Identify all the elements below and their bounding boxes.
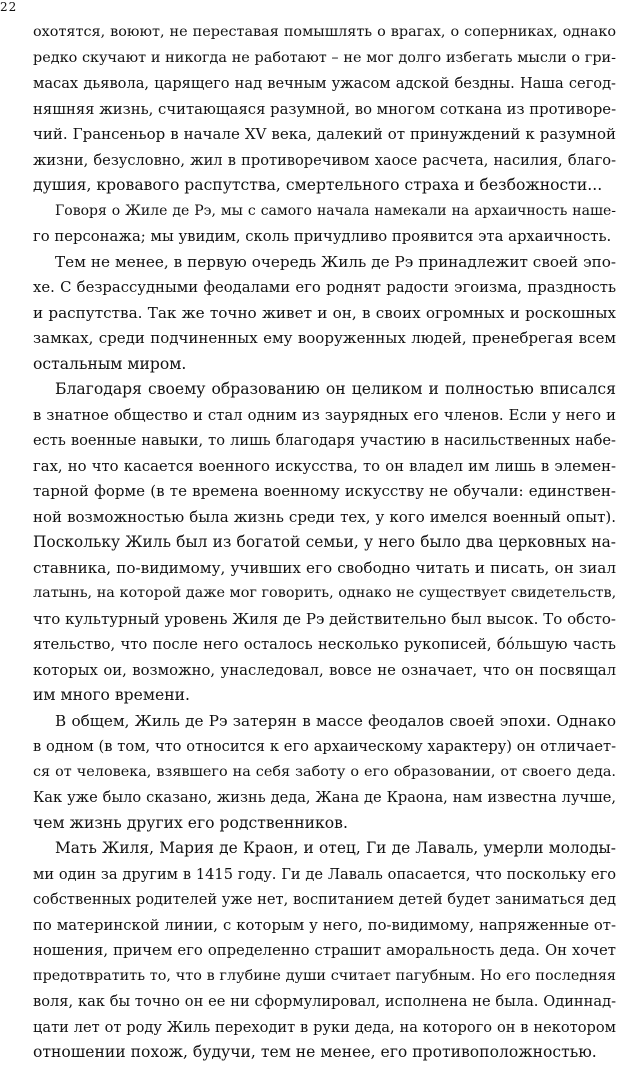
text-line: Мать Жиля, Мария де Краон, и отец, Ги де Лаваль, умерли молоды- — [55, 839, 616, 857]
text-line: ятельство, что после него осталось несколько рукописей, бóльшую часть — [33, 636, 616, 653]
text-line: душия, кровавого распутства, смертельного страха и безбожности... — [33, 176, 603, 194]
paragraph — [33, 20, 616, 199]
text-line: предотвратить то, что в глубине души считает пагубным. Но его последняя — [33, 967, 616, 984]
text-line: в знатное общество и стал одним из заурядных его членов. Если у него и — [33, 406, 616, 424]
text-line: охотятся, воюют, не переставая помышлять о врагах, о соперниках, однако — [33, 24, 616, 40]
text-line: латынь, на которой даже мог говорить, однако не существует свидетельств, — [33, 585, 616, 601]
text-line: есть военные навыки, то лишь благодаря участию в насильственных набе- — [33, 432, 616, 449]
text-line: редко скучают и никогда не работают – не мог долго избегать мысли о гри- — [33, 49, 616, 66]
text-line: отношении похож, будучи, тем не менее, его противоположностью. — [33, 1043, 597, 1061]
text-line: чем жизнь других его родственников. — [33, 813, 348, 832]
text-line: масах дьявола, царящего над вечным ужасом адской бездны. Наша сегод- — [33, 75, 616, 92]
text-line: В общем, Жиль де Рэ затерян в массе феодалов своей эпохи. Однако — [55, 711, 616, 730]
text-line: го персонажа; мы увидим, сколь причудливо проявится эта архаичность. — [33, 228, 612, 245]
text-line: жизни, безусловно, жил в противоречивом хаосе расчета, насилия, благо- — [33, 151, 616, 169]
text-line: цати лет от роду Жиль переходит в руки деда, на которого он в некотором — [33, 1018, 616, 1036]
paragraph — [33, 377, 616, 709]
paragraph — [33, 250, 616, 378]
text-line: собственных родителей уже нет, воспитанием детей будет заниматься дед — [33, 891, 616, 908]
text-line: замках, среди подчиненных ему вооруженных людей, пренебрегая всем — [33, 329, 616, 347]
text-line: ной возможностью была жизнь среди тех, у кого имелся военный опыт). — [33, 507, 616, 526]
text-line: и распутства. Так же точно живет и он, в своих огромных и роскошных — [33, 303, 616, 322]
text-line: в одном (в том, что относится к его архаическому характеру) он отличает- — [33, 738, 616, 755]
text-line: что культурный уровень Жиля де Рэ действительно был высок. То обсто- — [33, 609, 616, 628]
text-line: воля, как бы точно он ее ни сформулировал, исполнена не была. Одиннад- — [33, 993, 616, 1010]
text-line: ся от человека, взявшего на себя заботу о его образовании, от своего деда. — [33, 763, 616, 780]
text-line: Как уже было сказано, жизнь деда, Жана де Краона, нам известна лучше, — [33, 789, 616, 806]
text-line: Говоря о Жиле де Рэ, мы с самого начала намекали на архаичность наше- — [55, 202, 616, 219]
text-line: ми один за другим в 1415 году. Ги де Лаваль опасается, что поскольку его — [33, 865, 616, 883]
page-body — [33, 20, 616, 1066]
paragraph — [33, 199, 616, 250]
text-line: которых ои, возможно, унаследовал, вовсе не означает, что он посвящал — [33, 661, 616, 679]
text-line: тарной форме (в те времена военному искусству не обучали: единствен- — [33, 482, 616, 500]
text-line: по материнской линии, с которым у него, по-видимому, напряженные от- — [33, 916, 616, 934]
paragraph — [33, 709, 616, 837]
text-line: им много времени. — [33, 686, 190, 704]
paragraph — [33, 836, 616, 1066]
text-line: Тем не менее, в первую очередь Жиль де Рэ принадлежит своей эпо- — [55, 252, 616, 271]
text-line: ставника, по-видимому, учивших его свободно читать и писать, он зиал — [33, 558, 616, 577]
text-line: остальным миром. — [33, 354, 187, 373]
text-line: чий. Грансеньор в начале XV века, далекий от принуждений к разумной — [33, 125, 616, 143]
text-line: хе. С безрассудными феодалами его роднят радости эгоизма, праздность — [33, 279, 616, 296]
text-line: Благодаря своему образованию он целиком и полностью вписался — [55, 380, 616, 398]
page-number: 22 — [0, 0, 18, 14]
text-line: Поскольку Жиль был из богатой семьи, у него было два церковных на- — [33, 533, 616, 551]
text-line: ношения, причем его определенно страшит аморальность деда. Он хочет — [33, 942, 616, 959]
text-line: няшняя жизнь, считающаяся разумной, во многом соткана из противоре- — [33, 100, 616, 118]
text-line: гах, но что касается военного искусства, то он владел им лишь в элемен- — [33, 457, 616, 475]
